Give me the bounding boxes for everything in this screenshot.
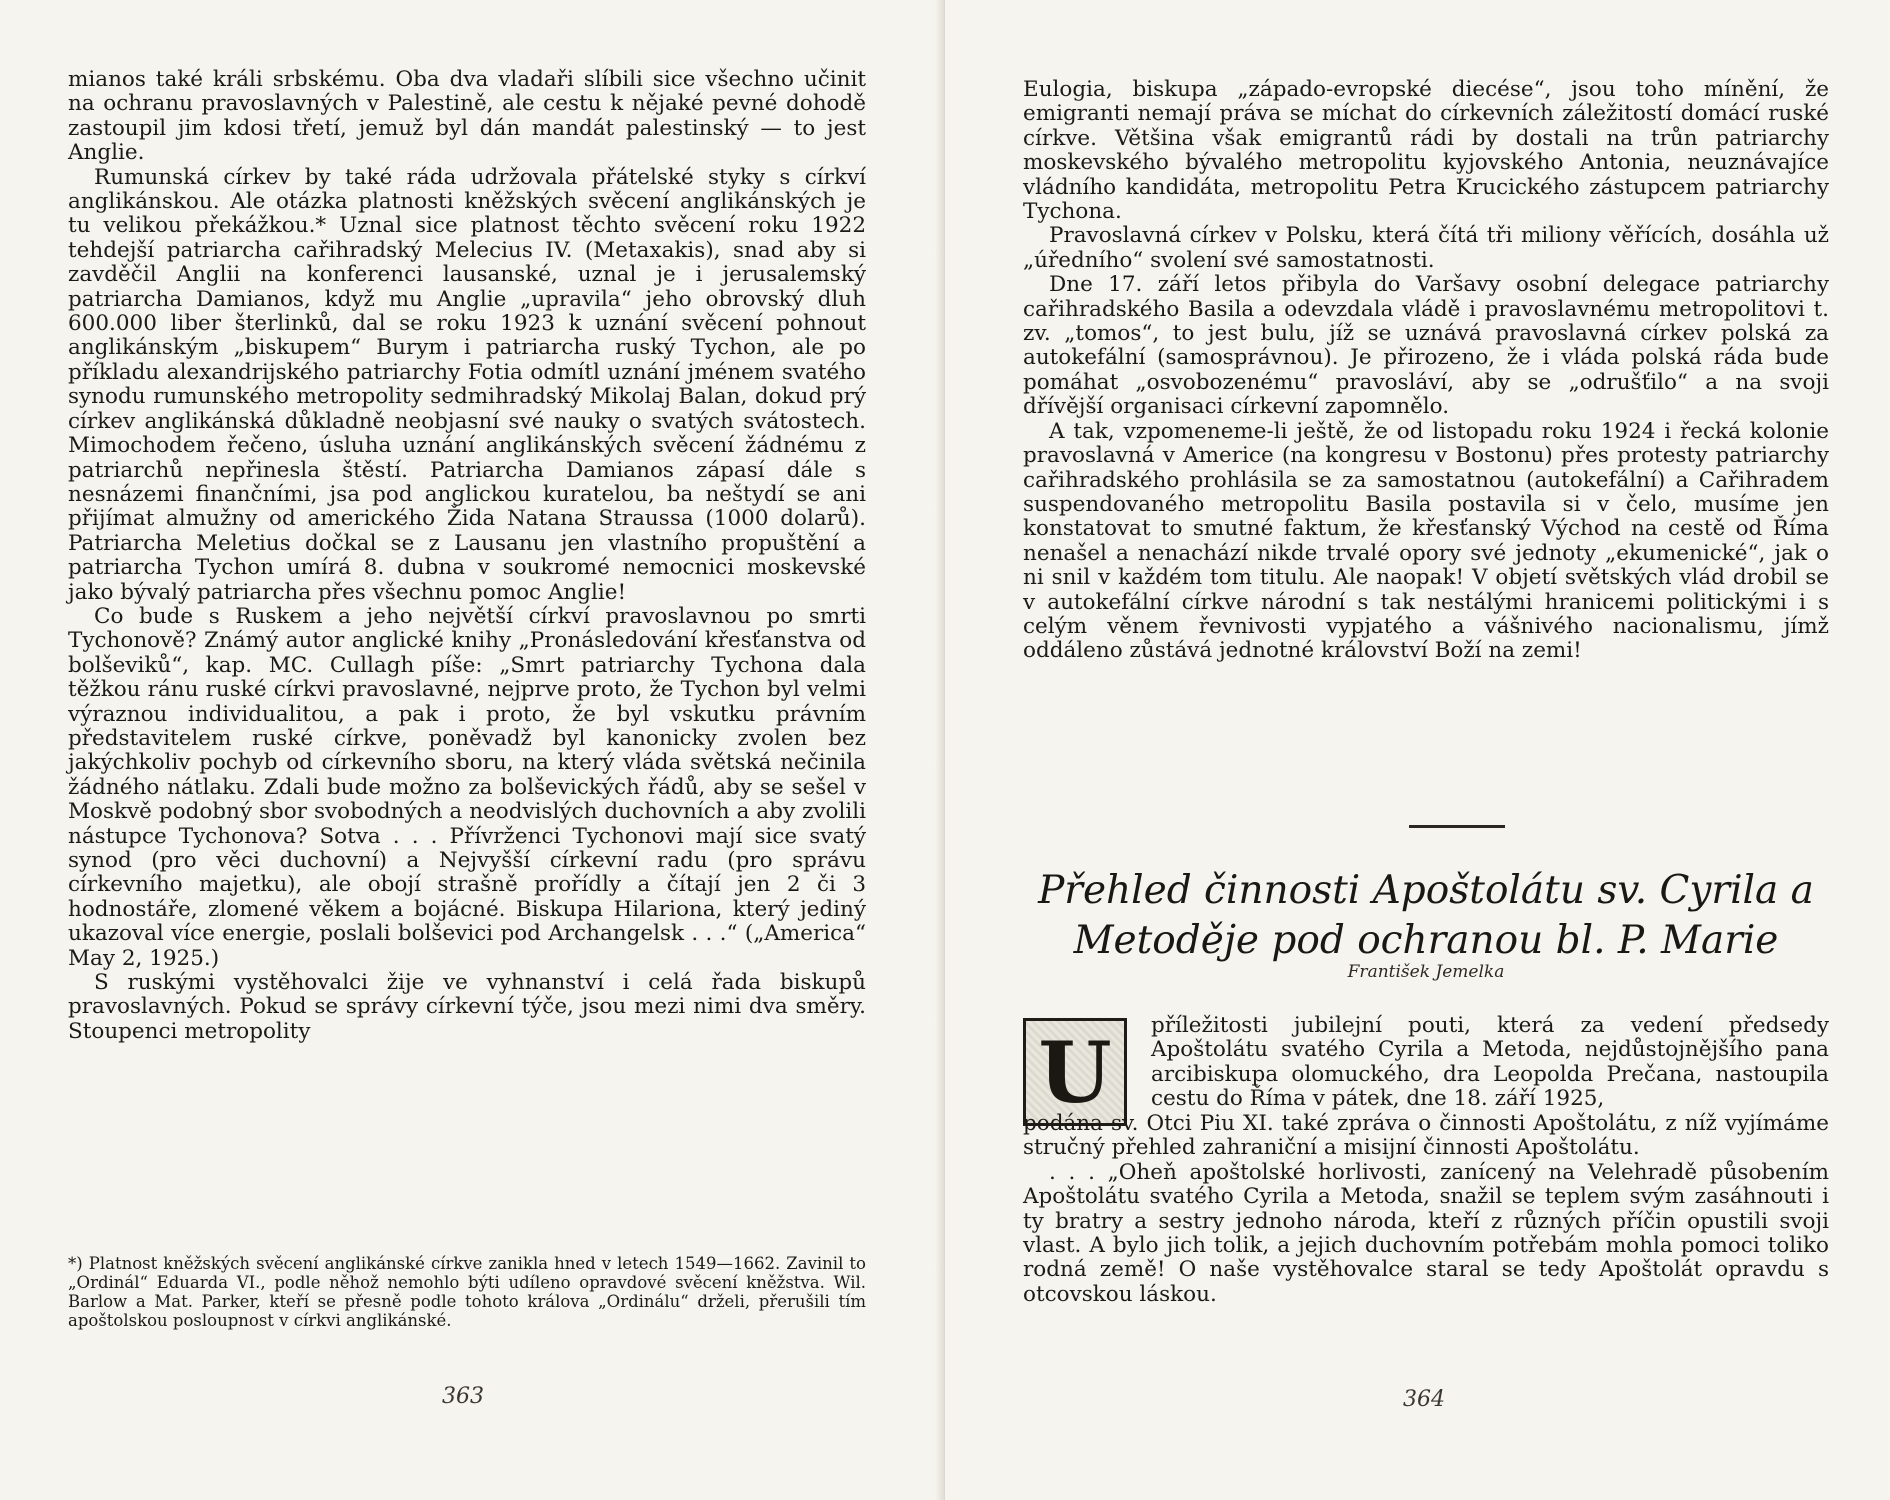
article-body-text <box>1023 1112 1829 1307</box>
left-body-text <box>68 68 866 1044</box>
section-divider <box>1409 825 1505 828</box>
page-number: 363 <box>442 1384 484 1409</box>
paragraph: Pravoslavná církev v Polsku, která čítá tři miliony věřících, dosáhla už „úředního“ svolení své samostatnosti. <box>1023 223 1829 273</box>
page-number: 364 <box>1403 1387 1445 1412</box>
article-title: Přehled činnosti Apoštolátu sv. Cyrila a Metoděje pod ochranou bl. P. Marie <box>1038 868 1814 963</box>
paragraph: Co bude s Ruskem a jeho největší církví pravoslavnou po smrti Tychonově? Známý autor anglické knihy „Pronásledování křesťanstva od bolševiků“, kap. MC. Cullagh píše: „Smrt patriarchy Tychona dala těžkou ránu ruské církvi pravoslavné, nejprve proto, že Tychon byl velmi výraznou individualitou, a pak i proto, že byl vskutku právním představitelem ruské církve, poněvadž byl kanonicky zvolen bez jakýchkoliv pochyb od církevního sboru, na který vláda světská nečinila žádného nátlaku. Zdali bude možno za bolševických řádů, aby se sešel v Moskvě podobný sbor svobodných a neodvislých duchovních a aby zvolili nástupce Tychonova? Sotva . . . Přívrženci Tychonovi mají sice svatý synod (pro věci duchovní) a Nejvyšší církevní radu (pro správu církevního majetku), ale obojí strašně prořídly a čítají jen 2 či 3 hodnostáře, zlomené věkem a bojácné. Biskupa Hilariona, který jediný ukazoval více energie, poslali bolševici pod Archangelsk . . .“ („America“ May 2, 1925.) <box>68 603 866 971</box>
right-page <box>945 0 1890 1500</box>
right-body-text <box>1023 78 1829 664</box>
paragraph: Dne 17. září letos přibyla do Varšavy osobní delegace patriarchy cařihradského Basila a odevzdala vládě i pravoslavnému metropolitovi t. zv. „tomos“, to jest bulu, jíž se uznává pravoslavná církev polská za autokefální (samosprávnou). Je přirozeno, že i vláda polská ráda bude pomáhat „osvobozenému“ pravosláví, aby se „odrušťilo“ a na svoji dřívější organisaci církevní zapomnělo. <box>1023 272 1829 420</box>
paragraph: A tak, vzpomeneme-li ještě, že od listopadu roku 1924 i řecká kolonie pravoslavná v Americe (na kongresu v Bostonu) přes protesty patriarchy cařihradského prohlásila se za samostatnou (autokefální) a Cařihradem suspendovaného metropolitu Basila postavila si v čelo, musíme jen konstatovat to smutné faktum, že křesťanský Východ na cestě od Říma nenašel a nenachází nikde trvalé opory své jednoty „ekumenické“, jak o ni snil v každém tom titulu. Ale naopak! V objetí světských vlád drobil se v autokefální církve národní s tak nestálými hranicemi politickými i s celým věnem řevnivosti vypjatého a vášnivého nacionalismu, jímž oddáleno zůstává jednotné království Boží na zemi! <box>1023 418 1829 664</box>
paragraph: podána sv. Otci Piu XI. také zpráva o činnosti Apoštolátu, z níž vyjímáme stručný přehled zahraniční a misijní činnosti Apoštolátu. <box>1023 1111 1829 1161</box>
article-opening-text <box>1151 1014 1829 1112</box>
paragraph: příležitosti jubilejní pouti, která za vedení předsedy Apoštolátu svatého Cyrila a Metoda, nejdůstojnějšího pana arcibiskupa olomuckého, dra Leopolda Prečana, nastoupila cestu do Říma v pátek, dne 18. září 1925, <box>1151 1013 1829 1112</box>
paragraph: mianos také králi srbskému. Oba dva vladaři slíbili sice všechno učinit na ochranu pravoslavných v Palestině, ale cestu k nějaké pevné dohodě zastoupil jim kdosi třetí, jemuž byl dán mandát palestinský — to jest Anglie. <box>68 67 866 166</box>
paragraph: Eulogia, biskupa „západo-evropské diecése“, jsou toho mínění, že emigranti nemají práva se míchat do církevních záležitostí domácí ruské církve. Většina však emigrantů rádi by dostali na trůn patriarchy moskevského bývalého metropolitu kyjovského Antonia, neuznávajíce vládního kandidáta, metropolitu Petra Krucického zástupcem patriarchy Tychona. <box>1023 77 1829 225</box>
footnote: *) Platnost kněžských svěcení anglikánské církve zanikla hned v letech 1549—1662. Zavinil to „Ordinál“ Eduarda VI., podle něhož nemohlo býti udíleno opravdové svěcení kněžstva. Wil. Barlow a Mat. Parker, kteří se přesně podle tohoto králova „Ordinálu“ drželi, přerušili tím apoštolskou posloupnost v církvi anglikánské. <box>68 1254 866 1330</box>
initial-letter: U <box>1026 1021 1124 1123</box>
paragraph: . . . „Oheň apoštolské horlivosti, zanícený na Velehradě působením Apoštolátu svatého Cyrila a Metoda, snažil se teplem svým zasáhnouti i ty bratry a sestry jednoho národa, kteří z různých příčin opustili svoji vlast. A bylo jich tolik, a jejich duchovním potřebám mohla pomoci toliko rodná země! O naše vystěhovalce staral se tedy Apoštolát opravdu s otcovskou láskou. <box>1023 1159 1829 1307</box>
decorated-initial <box>1023 1018 1127 1126</box>
paragraph: S ruskými vystěhovalci žije ve vyhnanství i celá řada biskupů pravoslavných. Pokud se správy církevní týče, jsou mezi nimi dva směry. Stoupenci metropolity <box>68 970 866 1044</box>
article-author: František Jemelka <box>1347 962 1505 982</box>
paragraph: Rumunská církev by také ráda udržovala přátelské styky s církví anglikánskou. Ale otázka platnosti kněžských svěcení anglikánských je tu velikou překážkou.* Uznal sice platnost těchto svěcení roku 1922 tehdejší patriarcha cařihradský Melecius IV. (Metaxakis), snad aby si zavděčil Anglii na konferenci lausanské, uznal je i jerusalemský patriarcha Damianos, když mu Anglie „upravila“ jeho obrovský dluh 600.000 liber šterlinků, dal se roku 1923 k uznání svěcení pohnout anglikánským „biskupem“ Burym i patriarcha ruský Tychon, ale po příkladu alexandrijského patriarchy Fotia odmítl uznání jménem svatého synodu rumunského metropolity sedmihradský Mikolaj Balan, dokud prý církev anglikánská důkladně neobjasní své nauky o svatých svátostech. Mimochodem řečeno, úsluha uznání anglikánských svěcení žádnému z patriarchů nepřinesla štěstí. Patriarcha Damianos zápasí dále s nesnázemi finančními, jsa pod anglickou kuratelou, ba neštydí se ani přijímat almužny od amerického Žida Natana Straussa (1000 dolarů). Patriarcha Meletius dočkal se z Lausanu jen vlastního propuštění a patriarcha Tychon umírá 8. dubna v soukromé nemocnici moskevské jako bývalý patriarcha přes všechnu pomoc Anglie! <box>68 164 866 605</box>
